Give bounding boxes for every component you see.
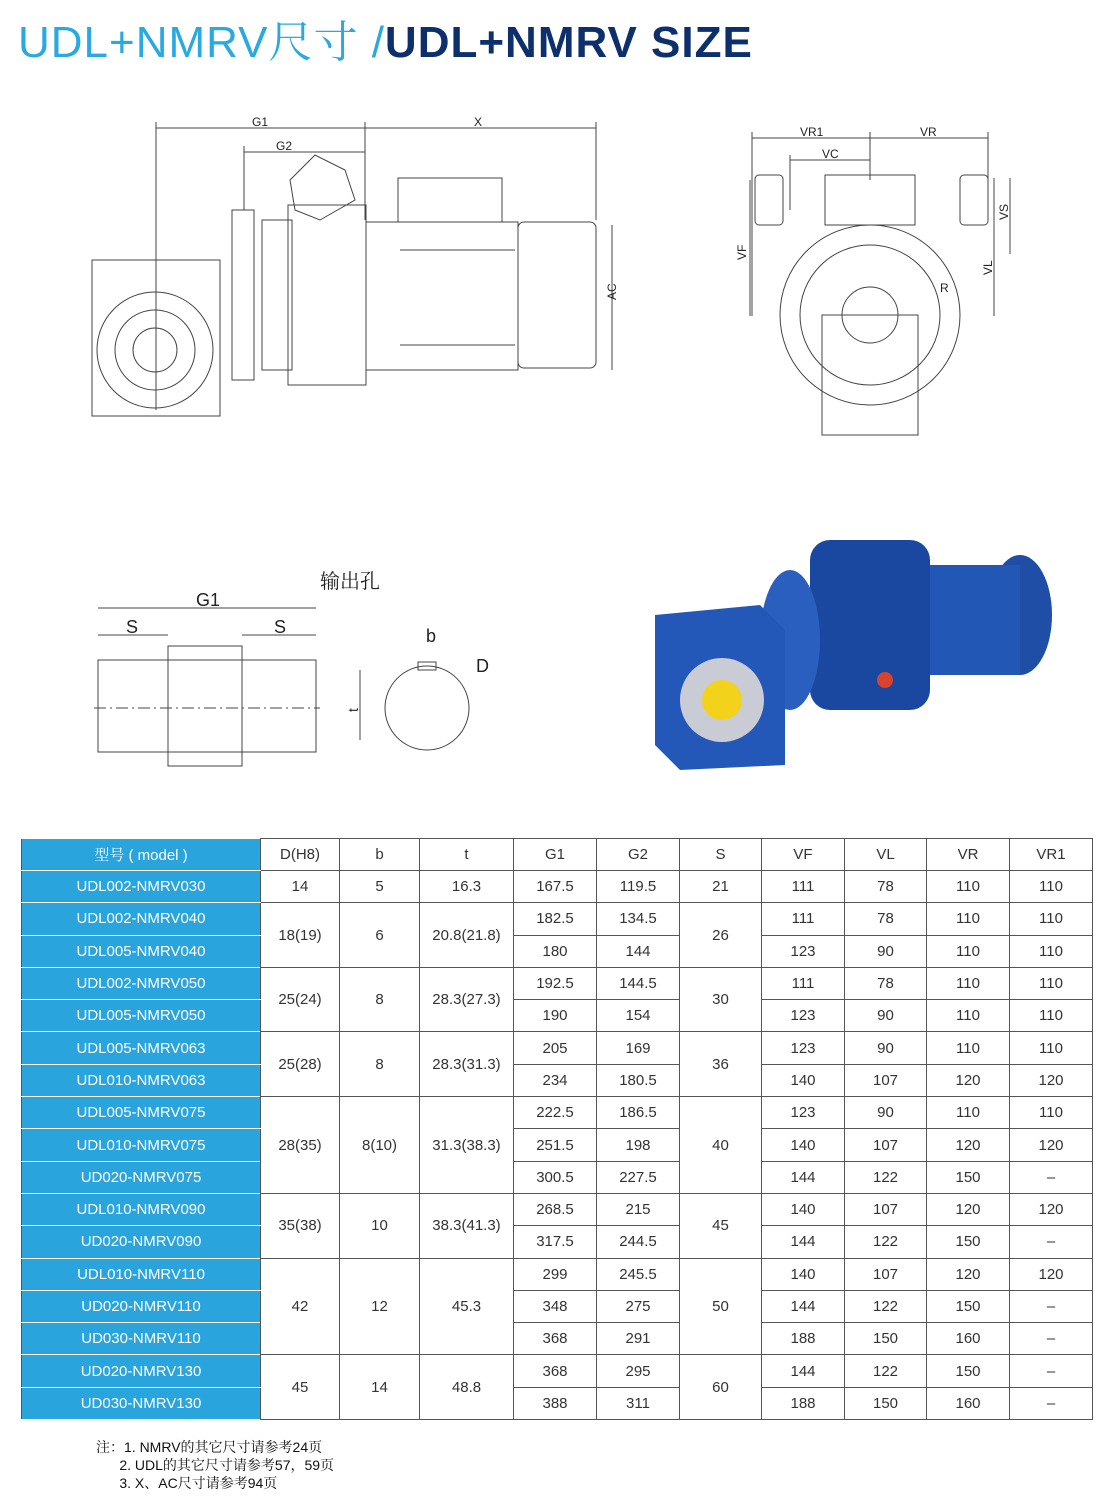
vl-cell: 150 bbox=[845, 1323, 927, 1355]
vr1-cell: 120 bbox=[1010, 1129, 1093, 1161]
vr1-cell: 110 bbox=[1010, 1032, 1093, 1064]
table-row bbox=[22, 1323, 1093, 1355]
g1-cell: 348 bbox=[514, 1290, 597, 1322]
vl-cell: 90 bbox=[845, 1000, 927, 1032]
table-row bbox=[22, 1355, 1093, 1387]
vf-cell: 111 bbox=[762, 871, 845, 903]
vl-cell: 78 bbox=[845, 903, 927, 935]
model-cell: UDL010-NMRV090 bbox=[22, 1193, 261, 1225]
table-header-row bbox=[22, 839, 1093, 871]
dim-r: R bbox=[940, 281, 949, 295]
model-cell: UD020-NMRV090 bbox=[22, 1226, 261, 1258]
s-cell: 40 bbox=[680, 1097, 762, 1194]
g1-cell: 317.5 bbox=[514, 1226, 597, 1258]
vl-cell: 90 bbox=[845, 1097, 927, 1129]
dim-vr: VR bbox=[920, 125, 937, 139]
g2-cell: 215 bbox=[597, 1193, 680, 1225]
vf-cell: 188 bbox=[762, 1323, 845, 1355]
dim-t: t bbox=[345, 708, 361, 712]
g1-cell: 222.5 bbox=[514, 1097, 597, 1129]
vl-cell: 122 bbox=[845, 1226, 927, 1258]
model-cell: UDL010-NMRV063 bbox=[22, 1064, 261, 1096]
dim-s-left: S bbox=[126, 617, 139, 637]
vr-cell: 110 bbox=[927, 1097, 1010, 1129]
dim-s-right: S bbox=[274, 617, 287, 637]
g2-cell: 134.5 bbox=[597, 903, 680, 935]
column-header: VL bbox=[845, 839, 927, 871]
vf-cell: 144 bbox=[762, 1226, 845, 1258]
g2-cell: 144 bbox=[597, 935, 680, 967]
d-cell: 35(38) bbox=[261, 1193, 340, 1258]
dim-ac: AC bbox=[605, 283, 619, 300]
table-row bbox=[22, 1387, 1093, 1419]
g2-cell: 295 bbox=[597, 1355, 680, 1387]
note-2: 2. UDL的其它尺寸请参考57，59页 bbox=[96, 1457, 335, 1473]
vr1-cell: – bbox=[1010, 1161, 1093, 1193]
dim-g1-shaft: G1 bbox=[196, 590, 221, 610]
table-row bbox=[22, 1226, 1093, 1258]
model-cell: UDL005-NMRV040 bbox=[22, 935, 261, 967]
vr1-cell: – bbox=[1010, 1355, 1093, 1387]
s-cell: 45 bbox=[680, 1193, 762, 1258]
vf-cell: 140 bbox=[762, 1064, 845, 1096]
table-row bbox=[22, 935, 1093, 967]
b-cell: 6 bbox=[340, 903, 420, 968]
vr1-cell: 110 bbox=[1010, 967, 1093, 999]
b-cell: 8 bbox=[340, 1032, 420, 1097]
vr-cell: 120 bbox=[927, 1193, 1010, 1225]
d-cell: 25(24) bbox=[261, 967, 340, 1032]
vr-cell: 150 bbox=[927, 1161, 1010, 1193]
vl-cell: 122 bbox=[845, 1355, 927, 1387]
b-cell: 8(10) bbox=[340, 1097, 420, 1194]
vf-cell: 144 bbox=[762, 1290, 845, 1322]
s-cell: 26 bbox=[680, 903, 762, 968]
s-cell: 60 bbox=[680, 1355, 762, 1420]
dim-x: X bbox=[474, 115, 483, 129]
column-header: G1 bbox=[514, 839, 597, 871]
vr-cell: 160 bbox=[927, 1323, 1010, 1355]
g2-cell: 227.5 bbox=[597, 1161, 680, 1193]
vr1-cell: 120 bbox=[1010, 1258, 1093, 1290]
column-header: G2 bbox=[597, 839, 680, 871]
vr1-cell: – bbox=[1010, 1323, 1093, 1355]
t-cell: 31.3(38.3) bbox=[420, 1097, 514, 1194]
g1-cell: 205 bbox=[514, 1032, 597, 1064]
vf-cell: 140 bbox=[762, 1193, 845, 1225]
page-title bbox=[18, 6, 753, 70]
model-cell: UD020-NMRV075 bbox=[22, 1161, 261, 1193]
model-cell: UD030-NMRV130 bbox=[22, 1387, 261, 1419]
g1-cell: 268.5 bbox=[514, 1193, 597, 1225]
dim-vl: VL bbox=[981, 260, 995, 275]
g1-cell: 368 bbox=[514, 1323, 597, 1355]
vl-cell: 107 bbox=[845, 1064, 927, 1096]
vf-cell: 123 bbox=[762, 935, 845, 967]
vf-cell: 123 bbox=[762, 1032, 845, 1064]
b-cell: 5 bbox=[340, 871, 420, 903]
d-cell: 18(19) bbox=[261, 903, 340, 968]
g2-cell: 169 bbox=[597, 1032, 680, 1064]
label-output-hole: 输出孔 bbox=[320, 571, 380, 593]
b-cell: 10 bbox=[340, 1193, 420, 1258]
vr-cell: 150 bbox=[927, 1226, 1010, 1258]
main-technical-drawing bbox=[0, 100, 640, 430]
s-cell: 30 bbox=[680, 967, 762, 1032]
vf-cell: 144 bbox=[762, 1355, 845, 1387]
column-header: D(H8) bbox=[261, 839, 340, 871]
column-header: VR bbox=[927, 839, 1010, 871]
model-cell: UDL005-NMRV063 bbox=[22, 1032, 261, 1064]
s-cell: 50 bbox=[680, 1258, 762, 1355]
dim-g2: G2 bbox=[276, 139, 293, 153]
vl-cell: 90 bbox=[845, 935, 927, 967]
dim-vc: VC bbox=[822, 147, 839, 161]
model-cell: UD030-NMRV110 bbox=[22, 1323, 261, 1355]
d-cell: 14 bbox=[261, 871, 340, 903]
g2-cell: 275 bbox=[597, 1290, 680, 1322]
b-cell: 8 bbox=[340, 967, 420, 1032]
vf-cell: 111 bbox=[762, 967, 845, 999]
t-cell: 20.8(21.8) bbox=[420, 903, 514, 968]
d-cell: 42 bbox=[261, 1258, 340, 1355]
column-header: 型号 ( model ) bbox=[22, 839, 261, 871]
output-shaft-drawing bbox=[90, 560, 510, 780]
g1-cell: 300.5 bbox=[514, 1161, 597, 1193]
vl-cell: 122 bbox=[845, 1161, 927, 1193]
g2-cell: 244.5 bbox=[597, 1226, 680, 1258]
vr1-cell: 120 bbox=[1010, 1064, 1093, 1096]
vl-cell: 90 bbox=[845, 1032, 927, 1064]
vr-cell: 110 bbox=[927, 935, 1010, 967]
table-row bbox=[22, 1097, 1093, 1129]
s-cell: 36 bbox=[680, 1032, 762, 1097]
vr1-cell: 110 bbox=[1010, 935, 1093, 967]
vf-cell: 144 bbox=[762, 1161, 845, 1193]
column-header: VR1 bbox=[1010, 839, 1093, 871]
t-cell: 38.3(41.3) bbox=[420, 1193, 514, 1258]
g1-cell: 234 bbox=[514, 1064, 597, 1096]
table-row bbox=[22, 1290, 1093, 1322]
vf-cell: 188 bbox=[762, 1387, 845, 1419]
model-cell: UD020-NMRV130 bbox=[22, 1355, 261, 1387]
table-row bbox=[22, 967, 1093, 999]
model-cell: UDL010-NMRV110 bbox=[22, 1258, 261, 1290]
table-row bbox=[22, 871, 1093, 903]
title-cn: UDL+NMRV尺寸 / bbox=[18, 18, 385, 67]
vr1-cell: – bbox=[1010, 1387, 1093, 1419]
model-cell: UDL002-NMRV040 bbox=[22, 903, 261, 935]
vf-cell: 123 bbox=[762, 1000, 845, 1032]
g1-cell: 388 bbox=[514, 1387, 597, 1419]
t-cell: 28.3(27.3) bbox=[420, 967, 514, 1032]
b-cell: 14 bbox=[340, 1355, 420, 1420]
column-header: S bbox=[680, 839, 762, 871]
product-photo bbox=[650, 520, 1060, 780]
g1-cell: 180 bbox=[514, 935, 597, 967]
vr1-cell: – bbox=[1010, 1226, 1093, 1258]
spec-table bbox=[21, 838, 1093, 1420]
vl-cell: 78 bbox=[845, 967, 927, 999]
vf-cell: 140 bbox=[762, 1129, 845, 1161]
g2-cell: 245.5 bbox=[597, 1258, 680, 1290]
vr1-cell: 110 bbox=[1010, 1000, 1093, 1032]
t-cell: 16.3 bbox=[420, 871, 514, 903]
vl-cell: 107 bbox=[845, 1129, 927, 1161]
model-cell: UDL002-NMRV030 bbox=[22, 871, 261, 903]
vr-cell: 110 bbox=[927, 967, 1010, 999]
column-header: t bbox=[420, 839, 514, 871]
vf-cell: 123 bbox=[762, 1097, 845, 1129]
model-cell: UDL010-NMRV075 bbox=[22, 1129, 261, 1161]
model-cell: UD020-NMRV110 bbox=[22, 1290, 261, 1322]
g1-cell: 167.5 bbox=[514, 871, 597, 903]
notes bbox=[96, 1438, 334, 1492]
g2-cell: 119.5 bbox=[597, 871, 680, 903]
vr1-cell: 110 bbox=[1010, 903, 1093, 935]
g2-cell: 198 bbox=[597, 1129, 680, 1161]
vr-cell: 160 bbox=[927, 1387, 1010, 1419]
t-cell: 48.8 bbox=[420, 1355, 514, 1420]
b-cell: 12 bbox=[340, 1258, 420, 1355]
dim-vs: VS bbox=[997, 203, 1011, 220]
vr-cell: 150 bbox=[927, 1290, 1010, 1322]
vr-cell: 120 bbox=[927, 1129, 1010, 1161]
d-cell: 45 bbox=[261, 1355, 340, 1420]
vr1-cell: – bbox=[1010, 1290, 1093, 1322]
model-cell: UDL005-NMRV075 bbox=[22, 1097, 261, 1129]
vr-cell: 150 bbox=[927, 1355, 1010, 1387]
note-1: 注：1. NMRV的其它尺寸请参考24页 bbox=[96, 1439, 323, 1455]
vr1-cell: 120 bbox=[1010, 1193, 1093, 1225]
vl-cell: 78 bbox=[845, 871, 927, 903]
vr-cell: 110 bbox=[927, 1000, 1010, 1032]
model-cell: UDL002-NMRV050 bbox=[22, 967, 261, 999]
dim-d: D bbox=[476, 656, 489, 676]
d-cell: 28(35) bbox=[261, 1097, 340, 1194]
vl-cell: 107 bbox=[845, 1193, 927, 1225]
t-cell: 28.3(31.3) bbox=[420, 1032, 514, 1097]
vr-cell: 120 bbox=[927, 1258, 1010, 1290]
vr-cell: 110 bbox=[927, 871, 1010, 903]
g2-cell: 291 bbox=[597, 1323, 680, 1355]
vf-cell: 140 bbox=[762, 1258, 845, 1290]
g1-cell: 251.5 bbox=[514, 1129, 597, 1161]
g1-cell: 368 bbox=[514, 1355, 597, 1387]
vl-cell: 107 bbox=[845, 1258, 927, 1290]
table-row bbox=[22, 1032, 1093, 1064]
dim-g1: G1 bbox=[252, 115, 269, 129]
g2-cell: 180.5 bbox=[597, 1064, 680, 1096]
g2-cell: 144.5 bbox=[597, 967, 680, 999]
vl-cell: 150 bbox=[845, 1387, 927, 1419]
g1-cell: 192.5 bbox=[514, 967, 597, 999]
side-technical-drawing bbox=[730, 120, 1020, 440]
table-row bbox=[22, 1258, 1093, 1290]
table-row bbox=[22, 1000, 1093, 1032]
dim-vf: VF bbox=[735, 244, 749, 260]
column-header: VF bbox=[762, 839, 845, 871]
vf-cell: 111 bbox=[762, 903, 845, 935]
g2-cell: 186.5 bbox=[597, 1097, 680, 1129]
note-3: 3. X、AC尺寸请参考94页 bbox=[96, 1475, 278, 1491]
vr-cell: 110 bbox=[927, 1032, 1010, 1064]
table-row bbox=[22, 1064, 1093, 1096]
table-row bbox=[22, 1129, 1093, 1161]
vr1-cell: 110 bbox=[1010, 1097, 1093, 1129]
g2-cell: 311 bbox=[597, 1387, 680, 1419]
table-row bbox=[22, 903, 1093, 935]
g2-cell: 154 bbox=[597, 1000, 680, 1032]
s-cell: 21 bbox=[680, 871, 762, 903]
vr1-cell: 110 bbox=[1010, 871, 1093, 903]
g1-cell: 182.5 bbox=[514, 903, 597, 935]
table-row bbox=[22, 1193, 1093, 1225]
dim-b: b bbox=[426, 626, 437, 646]
g1-cell: 190 bbox=[514, 1000, 597, 1032]
table-row bbox=[22, 1161, 1093, 1193]
vr-cell: 110 bbox=[927, 903, 1010, 935]
d-cell: 25(28) bbox=[261, 1032, 340, 1097]
t-cell: 45.3 bbox=[420, 1258, 514, 1355]
vr-cell: 120 bbox=[927, 1064, 1010, 1096]
title-en: UDL+NMRV SIZE bbox=[384, 18, 753, 67]
model-cell: UDL005-NMRV050 bbox=[22, 1000, 261, 1032]
vl-cell: 122 bbox=[845, 1290, 927, 1322]
g1-cell: 299 bbox=[514, 1258, 597, 1290]
column-header: b bbox=[340, 839, 420, 871]
dim-vr1: VR1 bbox=[800, 125, 824, 139]
